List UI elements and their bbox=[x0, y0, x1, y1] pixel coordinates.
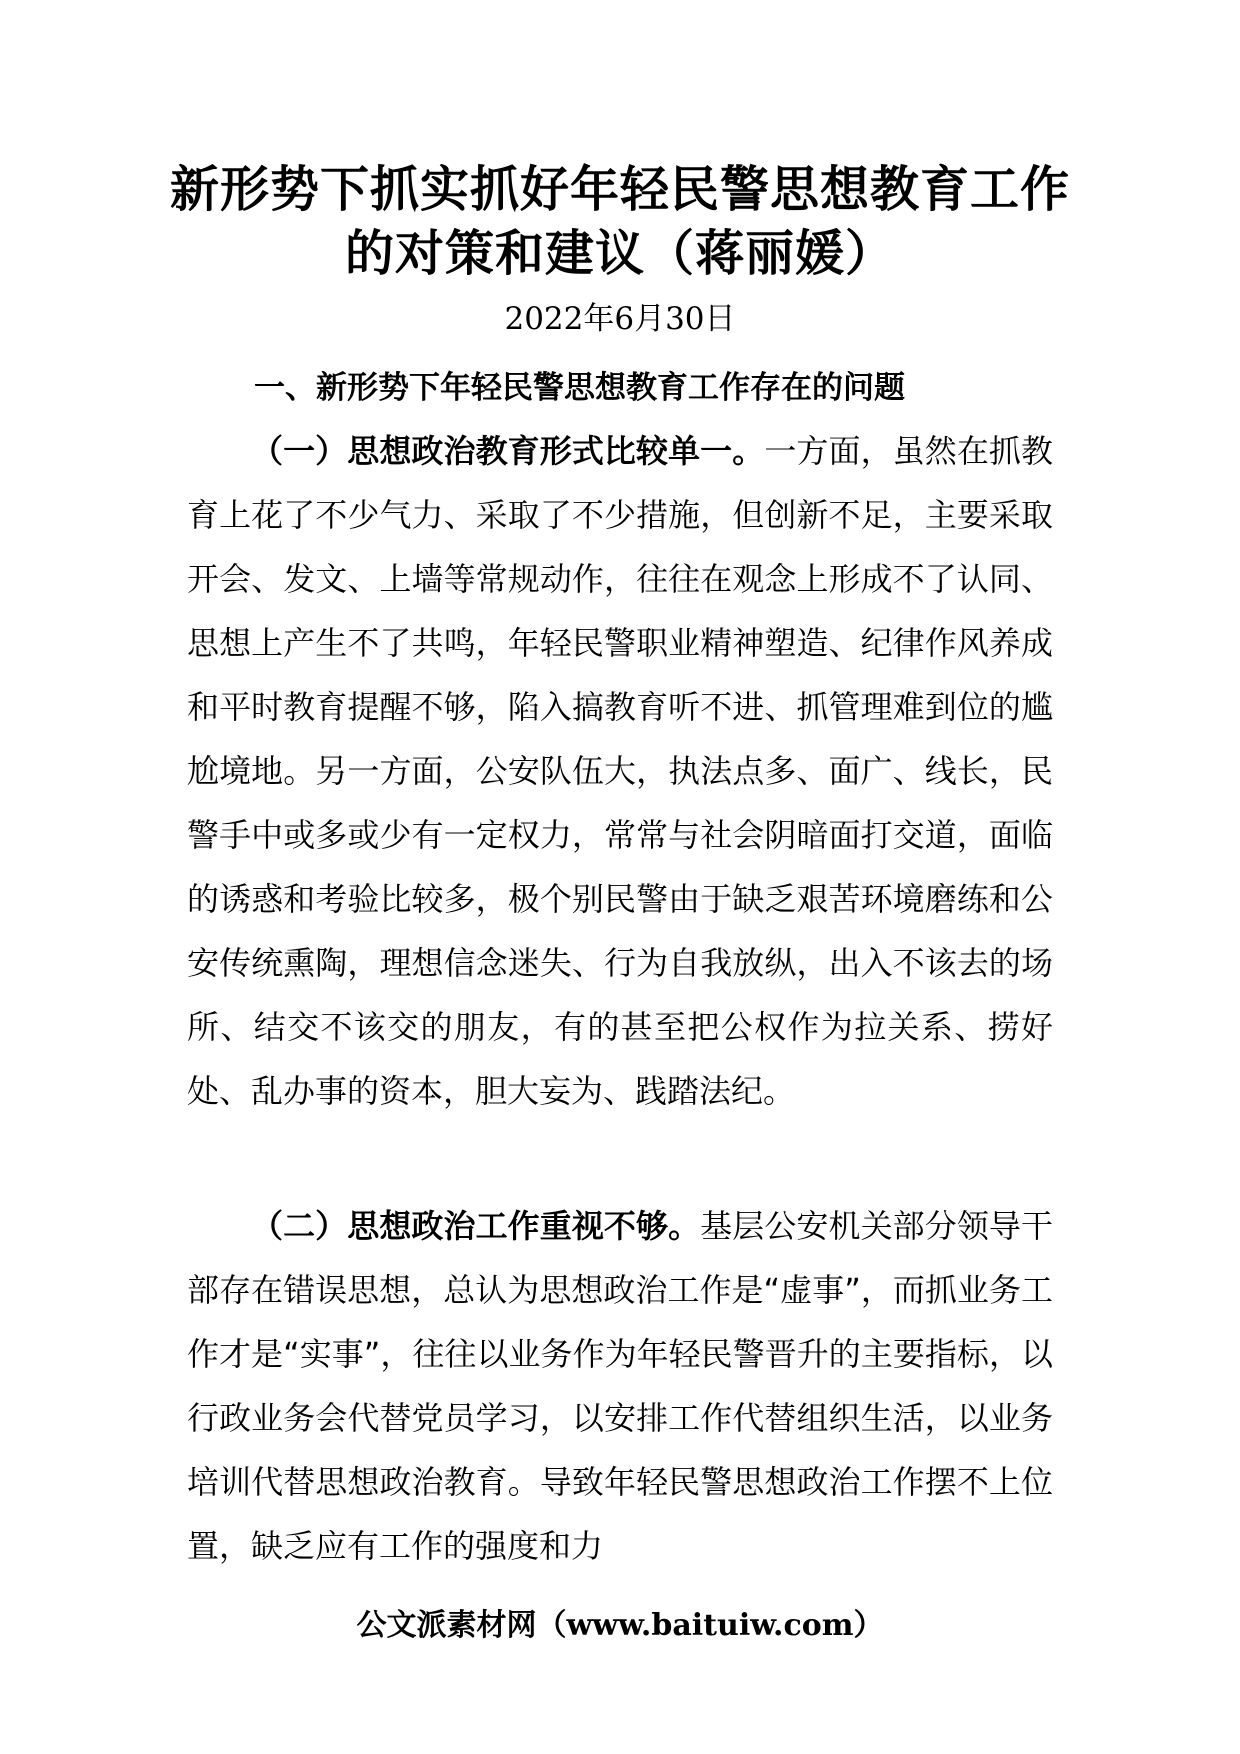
document-title bbox=[160, 158, 1080, 286]
footer-label: 公文派素材网（ bbox=[356, 1608, 567, 1643]
paragraph-1-lead: （一）思想政治教育形式比较单一。 bbox=[251, 432, 765, 470]
title-line-1: 新形势下抓实抓好年轻民警思想教育工作 bbox=[169, 161, 1070, 218]
paragraph-2-text: 基层公安机关部分领导干部存在错误思想，总认为思想政治工作是“虚事”，而抓业务工作才是“实事”，往往以业务作为年轻民警晋升的主要指标，以行政业务会代替党员学习，以安排工作代替组织生活，以业务培训代替思想政治教育。导致年轻民警思想政治工作摆不上位置，缺乏应有工作的强度和力 bbox=[187, 1207, 1053, 1565]
paragraph-1-text: 一方面，虽然在抓教育上花了不少气力、采取了不少措施，但创新不足，主要采取开会、发文、上墙等常规动作，往往在观念上形成不了认同、思想上产生不了共鸣，年轻民警职业精神塑造、纪律作风养成和平时教育提醒不够，陷入搞教育听不进、抓管理难到位的尴尬境地。另一方面，公安队伍大，执法点多、面广、线长，民警手中或多或少有一定权力，常常与社会阴暗面打交道，面临的诱惑和考验比较多，极个别民警由于缺乏艰苦环境磨练和公安传统熏陶，理想信念迷失、行为自我放纵，出入不该去的场所、结交不该交的朋友，有的甚至把公权作为拉关系、捞好处、乱办事的资本，胆大妄为、践踏法纪。 bbox=[187, 432, 1053, 1110]
paragraph-2 bbox=[187, 1194, 1053, 1578]
section-heading-1: 一、新形势下年轻民警思想教育工作存在的问题 bbox=[254, 370, 905, 406]
paragraph-1 bbox=[187, 419, 1053, 1123]
footer-close: ） bbox=[853, 1608, 884, 1643]
title-line-2: 的对策和建议（蒋丽媛） bbox=[344, 225, 895, 282]
footer-url: www.baituiw.com bbox=[566, 1608, 854, 1643]
document-date: 2022年6月30日 bbox=[504, 301, 736, 337]
page-footer bbox=[160, 1604, 1080, 1648]
paragraph-2-lead: （二）思想政治工作重视不够。 bbox=[251, 1207, 701, 1245]
